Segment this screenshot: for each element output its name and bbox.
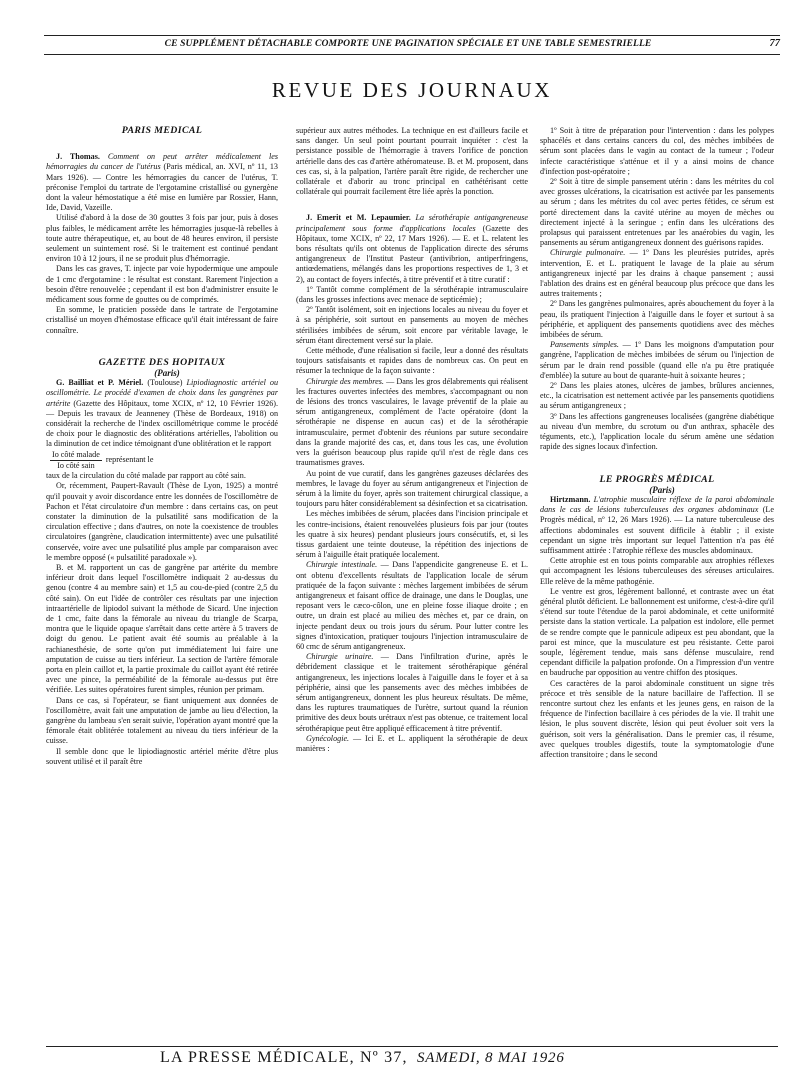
article-paragraph: 3º Dans les affections gangreneuses localisées (gangrène diabétique au niveau d'un membre, du scrotum ou d'un anthrax, sphacèle des téguments, etc.), l'application locale du sérum amène une sédation rapide des signes locaux d'infection. — [540, 411, 774, 452]
article-paragraph: Au point de vue curatif, dans les gangrènes gazeuses déclarées des membres, le lavage du foyer au sérum antigangreneux et l'injection de sérum à la limite du foyer, après son traitement chirurgical classique, a toujours paru hâter considérablement sa désinfection et sa cicatrisation. — [296, 468, 528, 509]
footer — [160, 1049, 565, 1067]
paragraph-text: — Dans les gros délabrements qui réalisent les fractures ouvertes infectées des membres, s'accompagnant ou non de lésions des troncs vasculaires, le lavage préventif de la plaie au sérum antigangreneux, complément de l'acte opératoire (dont la sérothérapie ne dispense en aucun cas) et de la sérothérapie intramusculaire, permet d'obtenir des réunions par suture secondaire dans la grande majorité des cas, et, dans tous les cas, une évolution vers la guérison beaucoup plus rapide qu'il n'est de règle dans ces traumatismes graves. — [296, 376, 528, 468]
footer-rule — [46, 1046, 778, 1047]
article-author: J. Emerit et M. Lepaumier. — [306, 213, 411, 223]
article-paragraph: Les mèches imbibées de sérum, placées dans l'incision principale et les contre-incisions, étaient renouvelées plusieurs fois par jour (toutes les quatre à six heures) pendant plusieurs jours consécutifs, et, si les tissus gardaient une teinte douteuse, la répétition des injections de sérum à l'aiguille était pratiquée localement. — [296, 509, 528, 560]
section-heading: GAZETTE DES HOPITAUX — [98, 356, 226, 368]
article-paragraph — [296, 652, 528, 734]
article-title: L'atrophie musculaire réflexe de la paroi abdominale dans le cas de lésions tuberculeuses des organes abdominaux — [540, 494, 774, 515]
article-paragraph: La nature tuberculeuse des affections abdominales est souvent difficile à établir ; il existe cependant un signe très important sur lequel l'attention n'a pas été suffisamment attirée : l'atrophie réflexe des muscles abdominaux. — [540, 515, 774, 555]
column-3 — [540, 126, 774, 1040]
header-notice: CE SUPPLÉMENT DÉTACHABLE COMPORTE UNE PAGINATION SPÉCIALE ET UNE TABLE SEMESTRIELLE — [164, 38, 652, 49]
fraction — [50, 450, 102, 471]
article-paragraph: Or, récemment, Paupert-Ravault (Thèse de Lyon, 1925) a montré qu'il pouvait y avoir discordance entre les données de l'oscillomètre de Pachon et l'état circulatoire d'un membre : dans certains cas, on peut constater la diminution de la pulsatilité sans modification de la circulation effective ; dans d'autres, on note la coexistence de troubles circulatoires (gangrène, claudication intermittente) avec une pulsatilité conservée, voire avec une pulsatilité plus ample par comparaison avec le membre opposé (« pulsatilité paradoxale »). — [46, 481, 278, 562]
article-paragraph — [296, 560, 528, 652]
article-paragraph: Utilisé d'abord à la dose de 30 gouttes 3 fois par jour, puis à doses plus faibles, le médicament arrête les hémorragies jusque-là rebelles à toute autre thérapeutique, et, au bout de 48 heures environ, il persiste seulement un suintement rosé. Si le traitement est continué pendant environ 10 à 12 jours, il ne se produit plus d'hémorragie. — [46, 213, 278, 264]
article-author: J. Thomas. — [56, 152, 100, 162]
paragraph-text: — Dans l'appendicite gangreneuse E. et L. ont obtenu d'excellents résultats de l'application locale de sérum pratiquée de la façon suivante : mèches largement imbibées de sérum antigangreneux et faisant office de drainage, une dans le Douglas, une reposant vers le cæco-côlon, une en pleine fosse iliaque droite ; en outre, un drain est placé au milieu des mèches et, par ce drain, on injecte pendant deux ou trois jours du sérum. Pour lutter contre les signes d'intoxication, pratiquer toujours l'injection intramusculaire de 60 cmc de sérum antigangreneux. — [296, 560, 528, 651]
article-paragraph: B. et M. rapportent un cas de gangrène par artérite du membre inférieur droit dans lequel l'oscillomètre indiquait 2 au-dessus du genou (contre 4 au membre sain) et 1,5 au cou-de-pied (contre 2,5 du côté sain). On eut l'idée de contrôler ces résultats par une injection intraartérielle de lipiodol suivant la méthode de Sicard. Une injection de 1 cmc, faite dans la fémorale au niveau du triangle de Scarpa, montra que le liquide opaque s'arrêtait dans cette artère à 5 travers de doigt du genou. Le patient avait été soumis au préalable à la rachianesthésie, de sorte qu'on put immédiatement lui faire une amputation de cuisse au tiers inférieur. La section de l'artère fémorale porta en plein caillot et, la partie proximale du caillot ayant été retirée avec une pince, la perméabilité de la fémorale au-dessus put être vérifiée. Les suites opératoires furent simples, réunion per primam. — [46, 562, 278, 695]
article-city: (Toulouse) — [147, 378, 183, 388]
article-title: La sérothérapie antigangreneuse principalement sous forme d'applications locales — [296, 213, 528, 233]
article-paragraph: E. et L. relatent les bons résultats qu'ils ont obtenus de l'application directe des sérums antigangreneux de l'Institut Pasteur (antivibrion, antiperfringens, antiœdematiens, mélangés dans les proportions respectives de 1, 3 et 2), au contact de foyers infectés, à titre préventif et à titre curatif : — [296, 233, 528, 284]
page-title: REVUE DES JOURNAUX — [271, 78, 553, 102]
section-heading: PARIS MÉDICAL — [121, 126, 203, 136]
footer-date: SAMEDI, 8 MAI 1926 — [416, 1050, 565, 1066]
article-paragraph: Le ventre est gros, légèrement ballonné, et contraste avec un état général plutôt déficient. Le ballonnement est uniforme, c'est-à-dire qu'il s'étend sur toute l'étendue de la paroi abdominale, et cette uniformité persiste dans la station verticale. La palpation est indolore, elle permet de se rendre compte que le pannicule adipeux est peu abondant, que la paroi est mince, que la musculature est peu résistante. Cette paroi souple, légèrement tendue, mais sans défense musculaire, rend cependant difficile la palpation profonde. On a l'impression d'un ventre en baudruche par opposition au ventre chiffon des ptosiques. — [540, 586, 774, 678]
article-paragraph — [540, 340, 774, 381]
header-rule-top — [44, 35, 780, 36]
article-paragraph: 1º Tantôt comme complément de la sérothérapie intramusculaire (dans les grosses infections avec menace de septicémie) ; — [296, 284, 528, 305]
paragraph-heading: Chirurgie urinaire. — [306, 652, 374, 662]
header-rule-bottom — [44, 54, 780, 55]
article-author: Hirtzmann. — [550, 494, 591, 504]
paragraph-text: — Ici E. et L. appliquent la sérothérapie de deux manières : — [296, 733, 528, 753]
paragraph-text: — 1º Dans les pleurésies putrides, après intervention, E. et L. pratiquent le lavage de la plaie au sérum antigangreneux injecté par les drains à chaque pansement ; aussi l'ablation des drains est en général beaucoup plus précoce que dans les autres traitements ; — [540, 248, 774, 299]
paragraph-heading: Pansements simples. — [550, 340, 619, 350]
article-paragraph — [296, 377, 528, 469]
article-reference: (Gazette des Hôpitaux, tome XCIX, nº 12, 10 Février 1926). — — [46, 398, 278, 418]
article-paragraph — [296, 734, 528, 754]
article-reference: (Paris médical, an. XVI, nº 11, 13 Mars 1926). — — [46, 162, 278, 182]
ratio-formula — [46, 450, 278, 471]
article-paragraph: Cette atrophie est en tous points comparable aux atrophies réflexes qui accompagnent les lésions tuberculeuses des séreuses articulaires. Elle relève de la même pathogénie. — [540, 556, 774, 586]
article-paragraph: Contre les hémorragies du cancer de l'utérus, T. préconise l'emploi du tartrate de l'ergotamine cristallisé ou gynergène dont la valeur hémostatique a été mise en lumière par Rossier, Hann, Ide, David, Vazeille. — [46, 172, 278, 213]
column-2 — [296, 126, 528, 1040]
article-paragraph: Dans les cas graves, T. injecte par voie hypodermique une ampoule de 1 cmc d'ergotamine : le résultat est constant. Rarement l'injection a besoin d'être renouvelée ; cependant il est bon d'administrer ensuite le médicament sous forme de gouttes ou de comprimés. — [46, 264, 278, 305]
paragraph-heading: Gynécologie. — [306, 733, 350, 743]
article-header — [540, 495, 774, 556]
section-subheading: (Paris) — [154, 368, 180, 379]
article-paragraph: 2º Dans les gangrènes pulmonaires, après abouchement du foyer à la peau, ils pratiquent l'injection à l'aiguille dans le foyer et surtout à sa périphérie, et appliquent des pansements quotidiens avec des mèches imbibées de sérum. — [540, 299, 774, 340]
article-paragraph: 1º Soit à titre de préparation pour l'intervention : dans les polypes sphacélés et dans certains cancers du col, des mèches imbibées de sérum sont placées dans le vagin au contact de la tumeur ; l'odeur infecte caractéristique s'atténue et il y a ainsi moins de chance d'infection post-opératoire ; — [540, 126, 774, 176]
article-header — [46, 152, 278, 213]
article-paragraph: Il semble donc que le lipiodiagnostic artériel mérite d'être plus souvent utilisé et il paraît être — [46, 746, 278, 766]
spacer — [46, 136, 278, 152]
article-paragraph: 2º Dans les plaies atones, ulcères de jambes, brûlures anciennes, etc., la cicatrisation est nettement activée par les pansements quotidiens au sérum antigangreneux ; — [540, 381, 774, 411]
article-title: Lipiodiagnostic artériel ou oscillométrie. Le procédé d'examen de choix dans les gangrènes par artérite — [46, 378, 278, 408]
fraction-numerator: Io côté malade — [50, 450, 102, 461]
article-paragraph: supérieur aux autres méthodes. La technique en est d'ailleurs facile et sans danger. Un seul point pourtant pourrait inquiéter : c'est la persistance possible de l'hémorragie à travers l'orifice de ponction artérielle dans des cas d'artère athéromateuse. B. et M. proposent, dans ces cas, si, à la palpation, l'artère paraît être rigide, de rechercher une collatérale et d'aborir au tronc principal en cathétérisant cette collatérale qui pourrait facilement être liée après la ponction. — [296, 126, 528, 197]
article-paragraph: En somme, le praticien possède dans le tartrate de l'ergotamine cristallisé un moyen d'hémostase efficace qu'il était intéressant de faire connaître. — [46, 305, 278, 335]
paragraph-heading: Chirurgie des membres. — [306, 376, 384, 386]
section-subheading: (Paris) — [649, 484, 675, 495]
paragraph-heading: Chirurgie intestinale. — [306, 560, 378, 570]
article-paragraph: Dans ce cas, si l'opérateur, se fiant uniquement aux données de l'oscillomètre, avait fait une amputation de jambe au lieu d'élection, la gangrène du lambeau s'en serait suivie, l'opération ayant montré que la fémorale était oblitérée totalement au niveau du tiers inférieur de la cuisse. — [46, 695, 278, 746]
article-paragraph: Cette méthode, d'une réalisation si facile, leur a donné des résultats toujours satisfaisants et rapides dans de nombreux cas. On peut en résumer la technique de la façon suivante : — [296, 346, 528, 376]
article-paragraph: Ces caractères de la paroi abdominale constituent un signe très précoce et très sensible de la nature bacillaire de l'affection. Il se rencontre surtout chez les enfants et les jeunes gens, en raison de la fréquence de l'infection bacillaire à ces périodes de la vie. Il trahit une lésion, le plus souvent discrète, lésion qui peut évoluer soit vers la guérison, soit vers la généralisation. Dans le premier cas, il résume, avec quelques troubles digestifs, toute la symptomatologie d'une affection transitoire ; dans le second — [540, 678, 774, 759]
article-paragraph: 2º Tantôt isolément, soit en injections locales au niveau du foyer et à sa périphérie, soit surtout en pansements au moyen de mèches stérilisées imbibées de sérum, soit encore par véritable lavage, le sérum étant directement versé sur la plaie. — [296, 305, 528, 345]
article-paragraph: taux de la circulation du côté malade par rapport au côté sain. — [46, 471, 246, 481]
column-1 — [46, 126, 278, 1040]
article-reference: (Le Progrès médical, nº 12, 26 Mars 1926). — — [540, 505, 774, 525]
page-number: 77 — [769, 38, 780, 49]
ratio-text: représentant le — [105, 455, 154, 465]
article-paragraph — [540, 248, 774, 299]
paragraph-text: — 1º Dans les moignons d'amputation pour gangrène, l'application de mèches imbibées de sérum ou l'injection de sérum par le drain rend possible (quand elle n'a pu être pratiquée d'emblée) la suture au bout de quarante-huit à soixante heures ; — [540, 340, 774, 380]
article-header — [296, 213, 528, 284]
paragraph-heading: Chirurgie pulmonaire. — [550, 248, 626, 258]
section-heading: LE PROGRÈS MÉDICAL — [599, 473, 715, 485]
footer-journal: LA PRESSE MÉDICALE, Nº 37, — [160, 1049, 408, 1066]
article-paragraph: 2º Soit à titre de simple pansement utérin : dans les métrites du col avec grosses ulcérations, la cicatrisation est activée par les pansements au sérum ; dans les métrites du col avec pertes fétides, ce sérum est porté directement dans la cavité utérine au moyen de mèches ou directement injecté à la seringue ; enfin dans les ulcérations des prolapsus qui paraissent entretenues par les anaérobies du vagin, les pansements au sérum antigangreneux donnent des guérisons rapides. — [540, 177, 774, 248]
article-header — [46, 378, 278, 449]
article-title: Comment on peut arrêter médicalement les hémorragies du cancer de l'utérus — [46, 152, 278, 172]
paragraph-text: — Dans l'infiltration d'urine, après le débridement classique et le traitement sérothérapique général antigangreneux, les injections locales à l'aiguille dans le foyer et à sa périphérie, ainsi que les pansements avec des mèches imbibées de sérum antigangreneux, donnent les plus heureux résultats. De même, dans les ruptures traumatiques de l'urètre, surtout quand la réunion primitive des deux bouts urétraux n'est pas obtenue, ce traitement local sérothérapique peut être appliqué efficacement à titre préventif. — [296, 652, 528, 733]
spacer — [296, 197, 528, 213]
fraction-denominator: Io côté sain — [57, 460, 95, 470]
article-reference: (Gazette des Hôpitaux, tome XCIX, nº 22, 17 Mars 1926). — — [296, 223, 528, 243]
article-author: G. Bailliat et P. Mériel. — [56, 378, 144, 388]
article-paragraph: Depuis les travaux de Jeanneney (Thèse de Bordeaux, 1918) on considérait la recherche de l'index oscillométrique comme le procédé de choix pour le diagnostic des oblitérations artérielles, l'abolition ou la diminution de cet indice témoignant d'une oblitération et le rapport — [46, 408, 278, 449]
